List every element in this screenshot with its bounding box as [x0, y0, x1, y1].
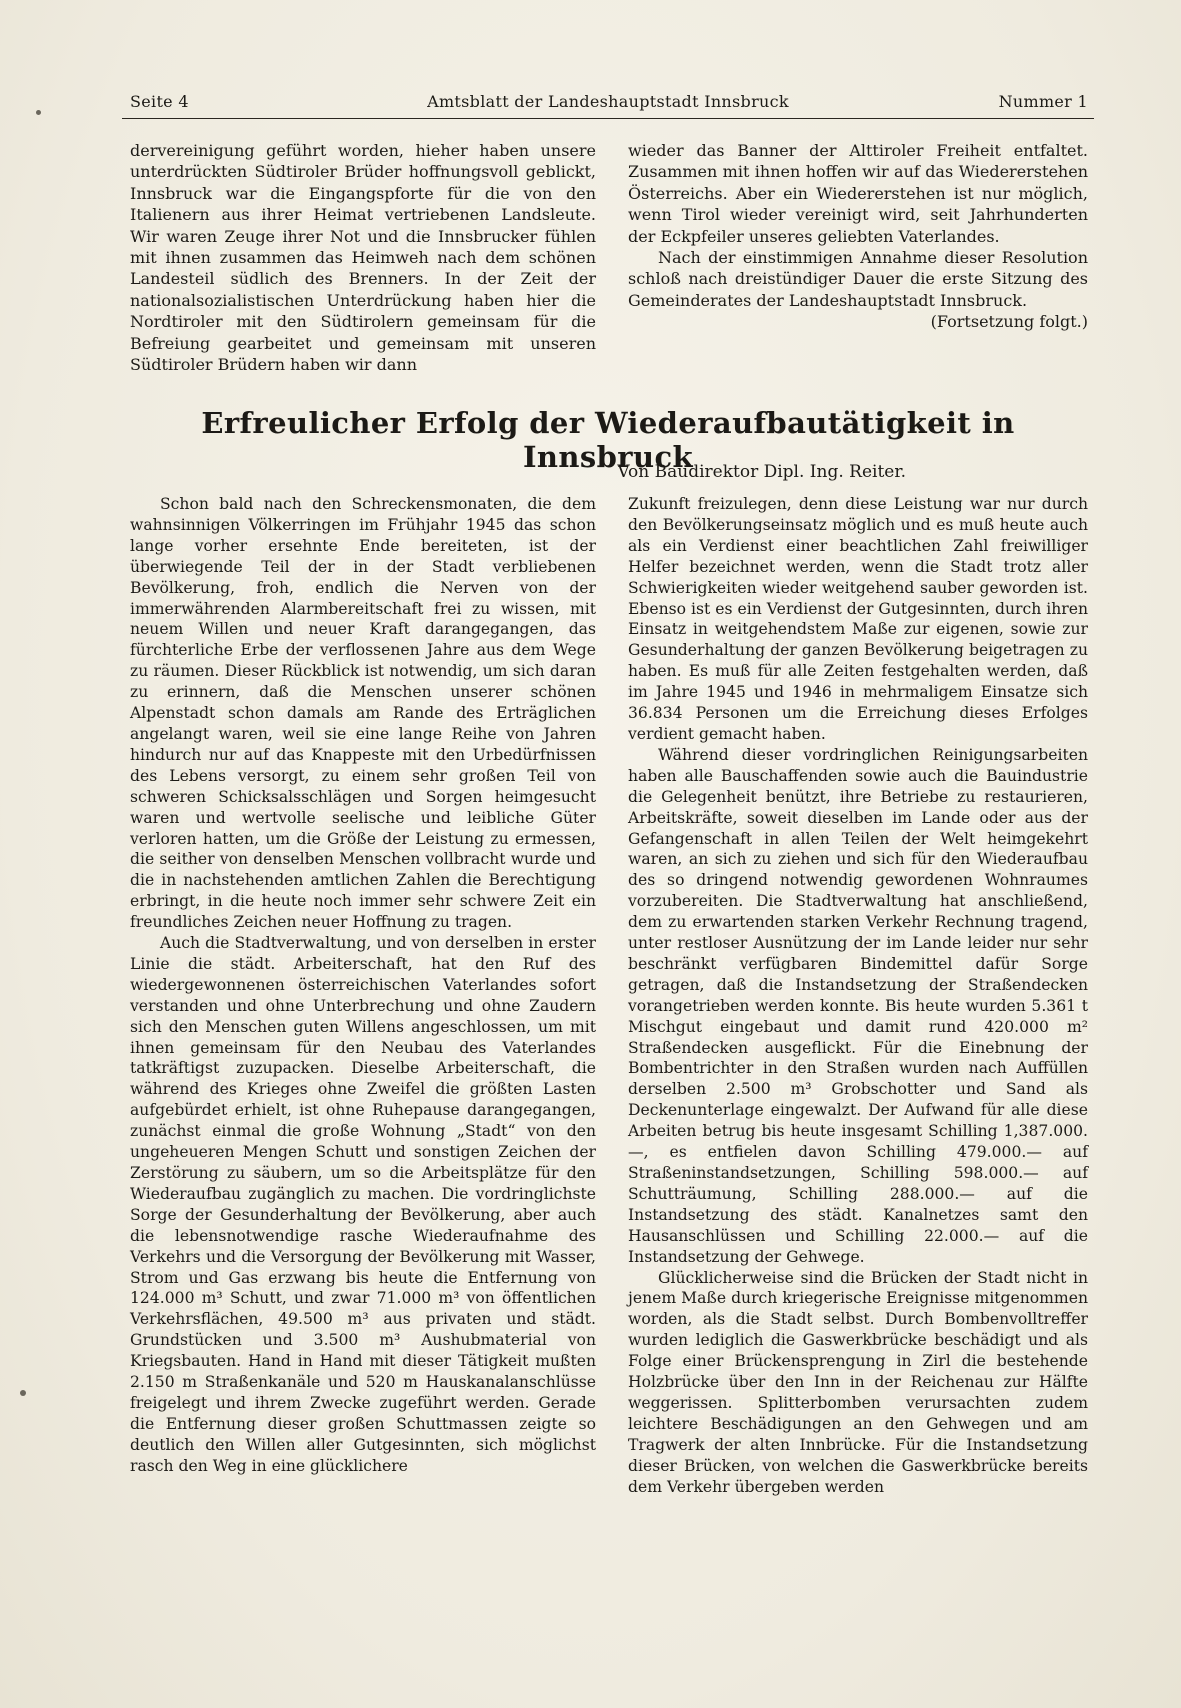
- article-left-column: [130, 494, 596, 1477]
- article-paragraph: Auch die Stadtverwaltung, und von derselben in erster Linie die städt. Arbeiterschaft, hat den Ruf des wiedergewonnenen österreichischen Vaterlandes sofort verstanden und ohne Unterbrechung und ohne Zaudern sich den Menschen guten Willens angeschlossen, um mit ihnen gemeinsam für den Neubau des Vaterlandes tatkräftigst zuzupacken. Dieselbe Arbeiterschaft, die während des Krieges ohne Zweifel die größten Lasten aufgebürdet erhielt, ist ohne Ruhepause darangegangen, zunächst einmal die große Wohnung „Stadt“ von den ungeheueren Mengen Schutt und sonstigen Zeichen der Zerstörung zu säubern, um so die Arbeitsplätze für den Wiederaufbau zugänglich zu machen. Die vordringlichste Sorge der Gesunderhaltung der Bevölkerung, aber auch die lebensnotwendige rasche Wiederaufnahme des Verkehrs und die Versorgung der Bevölkerung mit Wasser, Strom und Gas erzwang bis heute die Entfernung von 124.000 m³ Schutt, und zwar 71.000 m³ von öffentlichen Verkehrsflächen, 49.500 m³ aus privaten und städt. Grundstücken und 3.500 m³ Aushubmaterial von Kriegsbauten. Hand in Hand mit dieser Tätigkeit mußten 2.150 m Straßenkanäle und 520 m Hauskanalanschlüsse freigelegt und ihrem Zwecke zugeführt werden. Gerade die Entfernung dieser großen Schuttmassen zeigte so deutlich den Willen aller Gutgesinnten, sich möglichst rasch den Weg in eine glücklichere: [130, 934, 596, 1475]
- prev-article-paragraph: wieder das Banner der Alttiroler Freiheit entfaltet. Zusammen mit ihnen hoffen wir auf das Wiedererstehen Österreichs. Aber ein Wiedererstehen ist nur möglich, wenn Tirol wieder vereinigt wird, seit Jahrhunderten der Eckpfeiler unseres geliebten Vaterlandes.: [628, 141, 1088, 246]
- prev-article-paragraph: dervereinigung geführt worden, hieher haben unsere unterdrückten Südtiroler Brüder hoffnungsvoll geblickt, Innsbruck war die Eingangspforte für die von den Italienern aus ihrer Heimat vertriebenen Landsleute. Wir waren Zeuge ihrer Not und die Innsbrucker fühlen mit ihnen zusammen das Heimweh nach dem schönen Landesteil südlich des Brenners. In der Zeit der nationalsozialistischen Unterdrückung haben hier die Nordtiroler mit den Südtirolern gemeinsam für die Befreiung gearbeitet und gemeinsam mit unseren Südtiroler Brüdern haben wir dann: [130, 141, 596, 375]
- article-paragraph: Glücklicherweise sind die Brücken der Stadt nicht in jenem Maße durch kriegerische Ereignisse mitgenommen worden, als die Stadt selbst. Durch Bombenvolltreffer wurden lediglich die Gaswerkbrücke beschädigt und als Folge einer Brückensprengung in Zirl die bestehende Holzbrücke über den Inn in der Reichenau zur Hälfte weggerissen. Splitterbomben verursachten zudem leichtere Beschädigungen an den Gehwegen und am Tragwerk der alten Innbrücke. Für die Instandsetzung dieser Brücken, von welchen die Gaswerkbrücke bereits dem Verkehr übergeben werden: [628, 1268, 1088, 1496]
- article-paragraph: Zukunft freizulegen, denn diese Leistung war nur durch den Bevölkerungseinsatz möglich und es muß heute auch als ein Verdienst einer beachtlichen Zahl freiwilliger Helfer bezeichnet werden, wenn die Stadt trotz aller Schwierigkeiten wieder weitgehend sauber geworden ist. Ebenso ist es ein Verdienst der Gutgesinnten, durch ihren Einsatz in weitgehendstem Maße zur eigenen, sowie zur Gesunderhaltung der ganzen Bevölkerung beigetragen zu haben. Es muß für alle Zeiten festgehalten werden, daß im Jahre 1945 und 1946 in mehrmaligem Einsatze sich 36.834 Personen um die Erreichung dieses Erfolges verdient gemacht haben.: [628, 495, 1088, 743]
- article-right-column: [628, 494, 1088, 1498]
- article-byline: Von Baudirektor Dipl. Ing. Reiter.: [617, 462, 906, 482]
- print-speck: [36, 110, 41, 115]
- prev-article-paragraph: Nach der einstimmigen Annahme dieser Resolution schloß nach dreistündiger Dauer die erste Sitzung des Gemeinderates der Landeshauptstadt Innsbruck.: [628, 248, 1088, 310]
- issue-number: Nummer 1: [998, 92, 1088, 111]
- prev-article-right-column: [628, 140, 1088, 333]
- article-headline: Erfreulicher Erfolg der Wiederaufbautätigkeit in Innsbruck: [201, 406, 1015, 474]
- print-speck: [20, 1390, 26, 1396]
- article-paragraph: Während dieser vordringlichen Reinigungsarbeiten haben alle Bauschaffenden sowie auch die Bauindustrie die Gelegenheit benützt, ihre Betriebe zu restaurieren, Arbeitskräfte, soweit dieselben im Lande oder aus der Gefangenschaft in allen Teilen der Welt heimgekehrt waren, an sich zu ziehen und sich für den Wiederaufbau des so dringend notwendig gewordenen Wohnraumes vorzubereiten. Die Stadtverwaltung hat anschließend, dem zu erwartenden starken Verkehr Rechnung tragend, unter restloser Ausnützung der im Lande leider nur sehr beschränkt verfügbaren Bindemittel dafür Sorge getragen, daß die Instandsetzung der Straßendecken vorangetrieben werden konnte. Bis heute wurden 5.361 t Mischgut eingebaut und damit rund 420.000 m² Straßendecken ausgeflickt. Für die Einebnung der Bombentrichter in den Straßen wurden nach Auffüllen derselben 2.500 m³ Grobschotter und Sand als Deckenunterlage eingewalzt. Der Aufwand für alle diese Arbeiten betrug bis heute insgesamt Schilling 1,387.000.—, es entfielen davon Schilling 479.000.— auf Straßeninstandsetzungen, Schilling 598.000.— auf Schutträumung, Schilling 288.000.— auf die Instandsetzung des städt. Kanalnetzes samt den Hausanschlüssen und Schilling 22.000.— auf die Instandsetzung der Gehwege.: [628, 745, 1088, 1266]
- prev-article-left-column: [130, 140, 596, 375]
- publication-title: Amtsblatt der Landeshauptstadt Innsbruck: [427, 92, 789, 111]
- page-number: Seite 4: [130, 92, 189, 111]
- header-rule: [122, 118, 1094, 119]
- page-header: [122, 92, 1094, 116]
- continuation-note: (Fortsetzung folgt.): [930, 312, 1088, 332]
- article-paragraph: Schon bald nach den Schreckensmonaten, die dem wahnsinnigen Völkerringen im Frühjahr 1945 das schon lange vorher ersehnte Ende bereiteten, ist der überwiegende Teil der in der Stadt verbliebenen Bevölkerung, froh, endlich die Nerven von der immerwährenden Alarmbereitschaft frei zu wissen, mit neuem Willen und neuer Kraft darangegangen, das fürchterliche Erbe der verflossenen Jahre aus dem Wege zu räumen. Dieser Rückblick ist notwendig, um sich daran zu erinnern, daß die Menschen unserer schönen Alpenstadt schon damals am Rande des Erträglichen angelangt waren, weil sie eine lange Reihe von Jahren hindurch nur auf das Knappeste mit den Urbedürfnissen des Lebens versorgt, zu einem sehr großen Teil von schweren Schicksalsschlägen und Sorgen heimgesucht waren und wertvolle seelische und leibliche Güter verloren hatten, um die Größe der Leistung zu ermessen, die seither von denselben Menschen vollbracht wurde und die in nachstehenden amtlichen Zahlen die Berechtigung erbringt, in die heute noch immer sehr schwere Zeit ein freundliches Zeichen neuer Hoffnung zu tragen.: [130, 495, 596, 932]
